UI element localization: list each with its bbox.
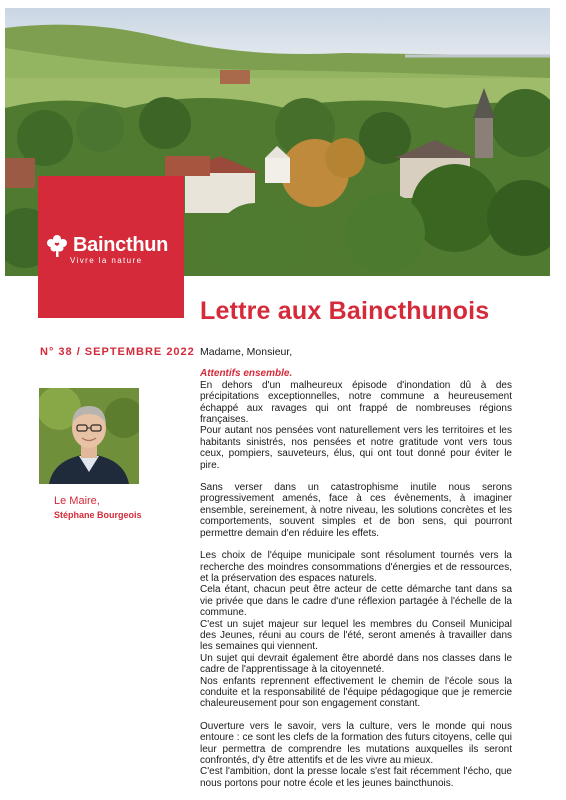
tree-logo-icon	[44, 232, 70, 258]
brand-name: Baincthun	[73, 233, 169, 256]
paragraph: Sans verser dans un catastrophisme inutile nous serons progressivement amenés, face à ces évènements, à imaginer ensemble, sereinement, à notre niveau, les solutions concrètes et les comportements, souvent simples et de bon sens, qui pourront permettre demain d'en réduire les effets.	[200, 482, 512, 539]
paragraph-gap	[200, 710, 512, 721]
paragraph: C'est un sujet majeur sur lequel les membres du Conseil Municipal des Jeunes, réuni au cours de l'été, seront amenés à travailler dans les semaines qui viennent.	[200, 618, 512, 653]
paragraph-gap	[200, 471, 512, 482]
brand-logo-box	[38, 176, 184, 318]
paragraph: Les choix de l'équipe municipale sont résolument tournés vers la recherche des moindres consommations d'énergies et de ressources, et la préservation des espaces naturels.	[200, 550, 512, 584]
newsletter-title: Lettre aux Baincthunois	[200, 297, 490, 325]
paragraph: Nos enfants reprennent effectivement le chemin de l'école sous la conduite et la responsabilité de l'équipe pédagogique que je remercie chaleureusement pour son engagement constant.	[200, 675, 512, 710]
paragraph: Cela étant, chacun peut être acteur de cette démarche tant dans sa vie privée que dans le cadre d'une réflexion partagée à l'échelle de la commune.	[200, 584, 512, 619]
letter-body	[200, 347, 512, 789]
signature-name: Stéphane Bourgeois	[54, 510, 142, 520]
section-title: Attentifs ensemble.	[200, 368, 293, 380]
brand-tagline: Vivre la nature	[70, 256, 143, 265]
paragraph: Pour autant nos pensées vont naturellement vers les territoires et les habitants sinistrés, nos pensées et notre gratitude vont vers tous ceux, pompiers, sauveteurs, élus, qui ont tout donné pour éviter le pire.	[200, 425, 512, 471]
paragraph: En dehors d'un malheureux épisode d'inondation dû à des précipitations exceptionnelles, notre commune a heureusement échappé aux ravages qui ont frappé de nombreuses régions françaises.	[200, 379, 512, 426]
mayor-portrait	[39, 388, 139, 484]
issue-number: N° 38 / SEPTEMBRE 2022	[40, 346, 195, 358]
paragraph: Un sujet qui devrait également être abordé dans nos classes dans le cadre de l'apprentissage à la citoyenneté.	[200, 652, 512, 676]
paragraph-gap	[200, 539, 512, 550]
signature-role: Le Maire,	[54, 495, 100, 507]
paragraph: C'est l'ambition, dont la presse locale s'est fait récemment l'écho, que nous portons pour notre école et les jeunes baincthunois.	[200, 766, 512, 789]
paragraph: Ouverture vers le savoir, vers la culture, vers le monde qui nous entoure : ce sont les clefs de la formation des futurs citoyens, celle qui leur permettra de comprendre les mutations auxquelles ils seront confrontés, d'y être attentifs et de les vivre au mieux.	[200, 720, 512, 766]
letter-greeting: Madame, Monsieur,	[200, 346, 293, 358]
